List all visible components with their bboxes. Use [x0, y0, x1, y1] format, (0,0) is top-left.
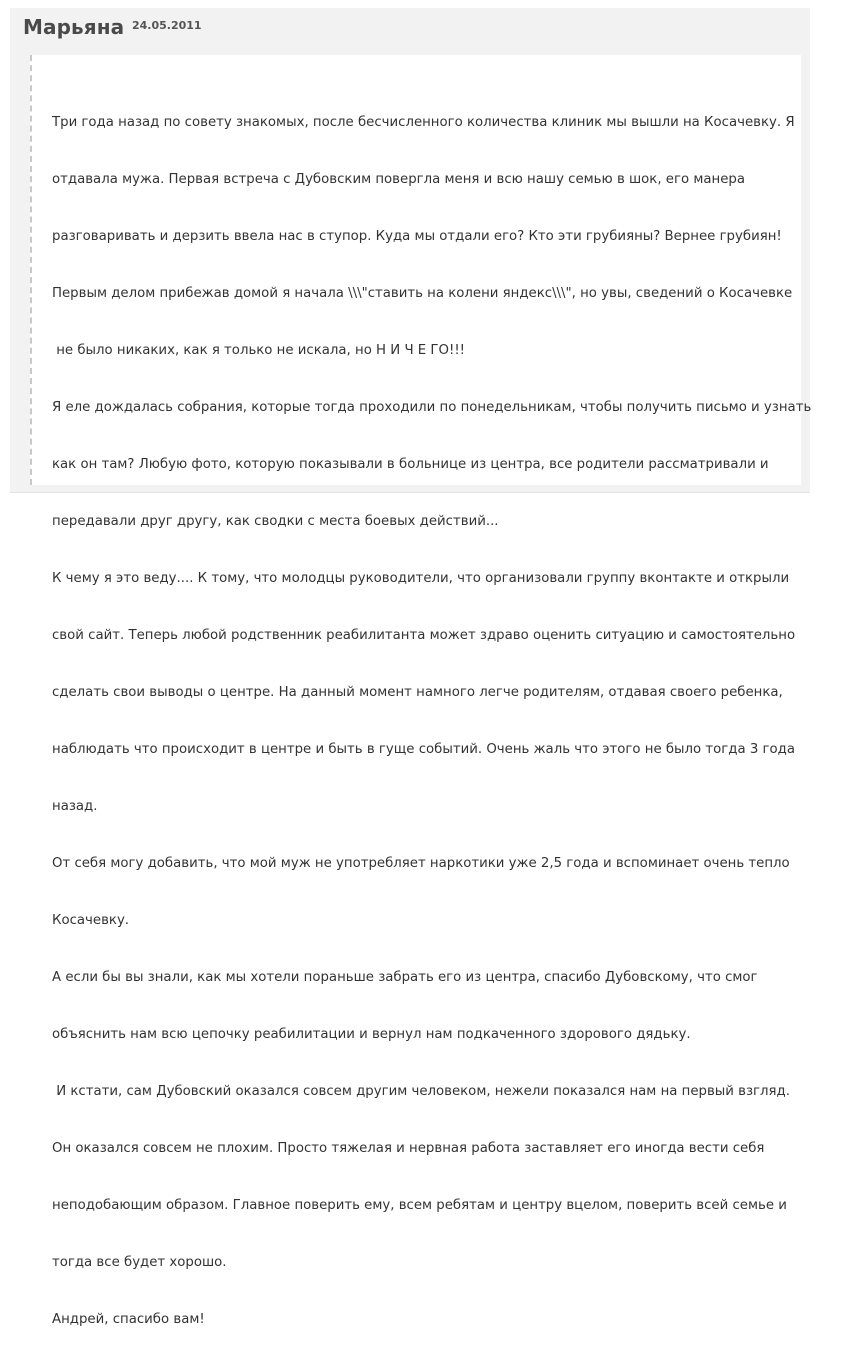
comment-line: К чему я это веду.... К тому, что молодцы руководители, что организовали группу вконтакте и открыли [52, 571, 790, 586]
author-name: Марьяна [23, 15, 125, 39]
comment-line: Андрей, спасибо вам! [52, 1312, 205, 1327]
comment-line: Три года назад по совету знакомых, после бесчисленного количества клиник мы вышли на Косачевку. Я [52, 115, 795, 130]
comment-line: не было никаких, как я только не искала, но Н И Ч Е ГО!!! [52, 343, 465, 358]
comment-line: тогда все будет хорошо. [52, 1255, 227, 1270]
comment-line: Я еле дождалась собрания, которые тогда проходили по понедельникам, чтобы получить письмо и узнать [52, 400, 812, 415]
comment-text [52, 75, 812, 1367]
comment-line: Косачевку. [52, 913, 130, 928]
comment-line: передавали друг другу, как сводки с места боевых действий... [52, 514, 499, 529]
comment-line: Он оказался совсем не плохим. Просто тяжелая и нервная работа заставляет его иногда вести себя [52, 1141, 765, 1156]
comment-line: назад. [52, 799, 98, 814]
comment-line: От себя могу добавить, что мой муж не употребляет наркотики уже 2,5 года и вспоминает очень тепло [52, 856, 790, 871]
comment-card [10, 8, 812, 1327]
comment-header [10, 8, 810, 42]
comment-body [30, 55, 812, 1327]
comment-line: как он там? Любую фото, которую показывали в больнице из центра, все родители рассматривали и [52, 457, 769, 472]
comment-line: А если бы вы знали, как мы хотели пораньше забрать его из центра, спасибо Дубовскому, что смог [52, 970, 758, 985]
comment-line: Первым делом прибежав домой я начала \\\"ставить на колени яндекс\\\", но увы, сведений о Косачевке [52, 286, 793, 301]
comment-line: наблюдать что происходит в центре и быть в гуще событий. Очень жаль что этого не было тогда 3 года [52, 742, 796, 757]
comment-line: И кстати, сам Дубовский оказался совсем другим человеком, нежели показался нам на первый взгляд. [52, 1084, 790, 1099]
comment-line: разговаривать и дерзить ввела нас в ступор. Куда мы отдали его? Кто эти грубияны? Вернее грубиян! [52, 229, 782, 244]
comment-line: сделать свои выводы о центре. На данный момент намного легче родителям, отдавая своего ребенка, [52, 685, 783, 700]
comment-line: свой сайт. Теперь любой родственник реабилитанта может здраво оценить ситуацию и самостоятельно [52, 628, 796, 643]
comment-date: 24.05.2011 [132, 19, 202, 32]
comment-line: отдавала мужа. Первая встреча с Дубовским повергла меня и всю нашу семью в шок, его манера [52, 172, 745, 187]
comment-line: объяснить нам всю цепочку реабилитации и вернул нам подкаченного здорового дядьку. [52, 1027, 691, 1042]
comment-line: неподобающим образом. Главное поверить ему, всем ребятам и центру вцелом, поверить всей семье и [52, 1198, 787, 1213]
